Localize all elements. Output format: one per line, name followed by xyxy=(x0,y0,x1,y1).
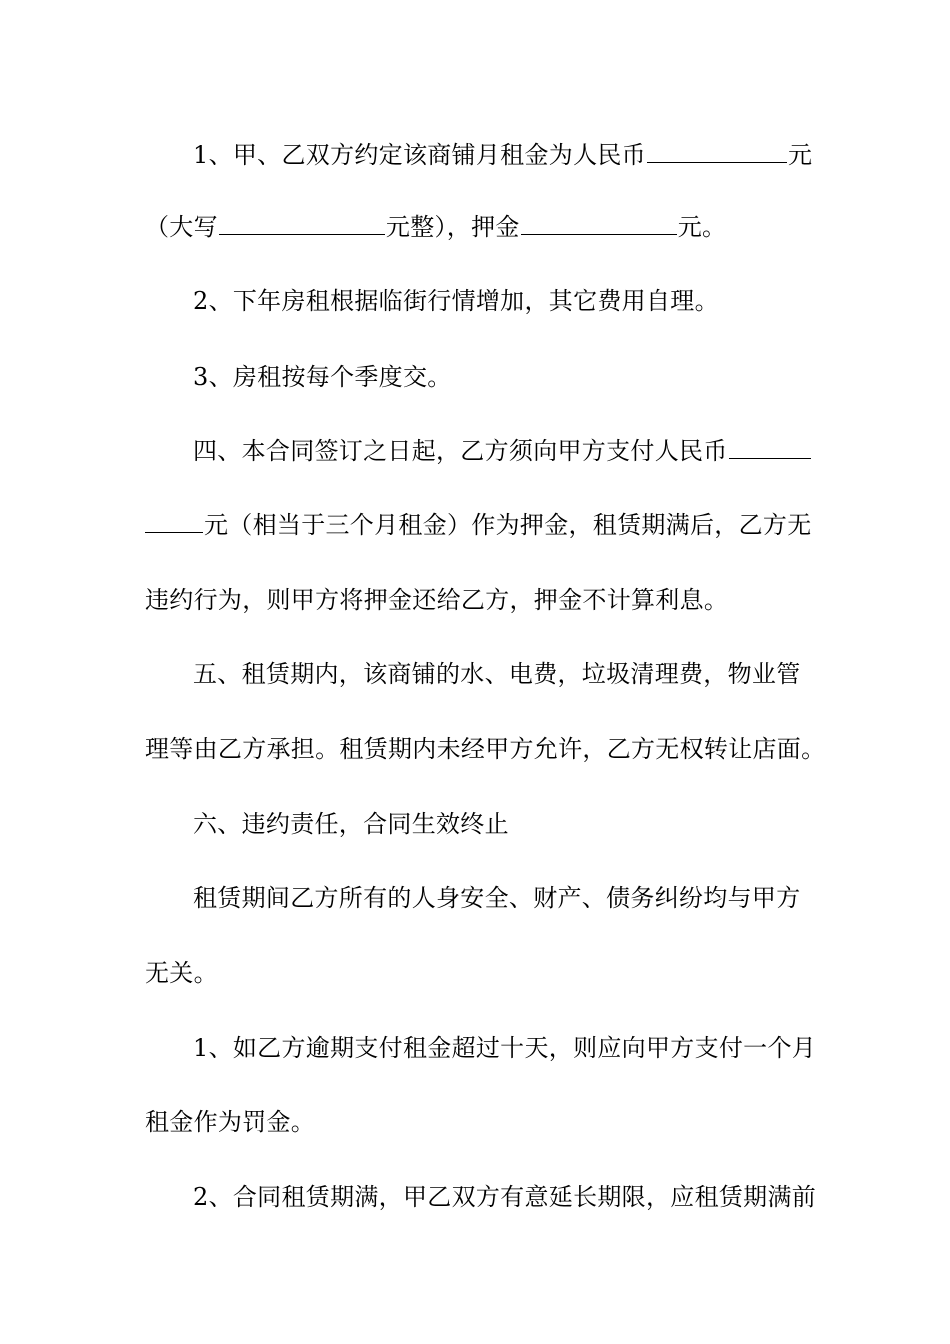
section-five-line-1: 五、租赁期内，该商铺的水、电费，垃圾清理费，物业管 xyxy=(193,660,801,688)
section-four-text: 四、本合同签订之日起，乙方须向甲方支付人民币 xyxy=(193,437,728,465)
section-four-line-1 xyxy=(193,436,812,466)
rent-increase-clause: 2、下年房租根据临街行情增加，其它费用自理。 xyxy=(193,287,719,315)
section-six-heading: 六、违约责任，合同生效终止 xyxy=(193,810,509,838)
liability-paragraph-line-1: 租赁期间乙方所有的人身安全、财产、债务纠纷均与甲方 xyxy=(193,884,801,912)
deposit-amount-blank xyxy=(521,212,677,235)
quarterly-payment-clause: 3、房租按每个季度交。 xyxy=(193,363,452,391)
uppercase-amount-label: （大写 xyxy=(145,213,218,241)
liability-paragraph-line-2: 无关。 xyxy=(145,959,218,987)
section-five-line-2: 理等由乙方承担。租赁期内未经甲方允许，乙方无权转让店面。 xyxy=(145,735,826,763)
section-four-text-continued: 元（相当于三个月租金）作为押金，租赁期满后，乙方无 xyxy=(204,511,812,539)
section-four-line-3: 违约行为，则甲方将押金还给乙方，押金不计算利息。 xyxy=(145,586,729,614)
rent-clause-text: 1、甲、乙双方约定该商铺月租金为人民币 xyxy=(193,141,646,169)
deposit-unit-text: 元。 xyxy=(677,213,727,241)
rent-unit-text: 元 xyxy=(787,141,813,169)
section-four-line-2 xyxy=(145,510,812,540)
payment-amount-blank-continued xyxy=(145,510,203,533)
rent-clause-line-1 xyxy=(193,140,812,170)
late-payment-clause-line-2: 租金作为罚金。 xyxy=(145,1108,316,1136)
renewal-clause-line-1: 2、合同租赁期满，甲乙双方有意延长期限，应租赁期满前 xyxy=(193,1183,817,1211)
payment-amount-blank xyxy=(729,436,811,459)
uppercase-amount-blank xyxy=(219,212,385,235)
late-payment-clause-line-1: 1、如乙方逾期支付租金超过十天，则应向甲方支付一个月 xyxy=(193,1034,817,1062)
deposit-label: 元整），押金 xyxy=(385,213,520,241)
rent-clause-line-2 xyxy=(145,212,726,242)
monthly-rent-blank xyxy=(647,140,787,163)
